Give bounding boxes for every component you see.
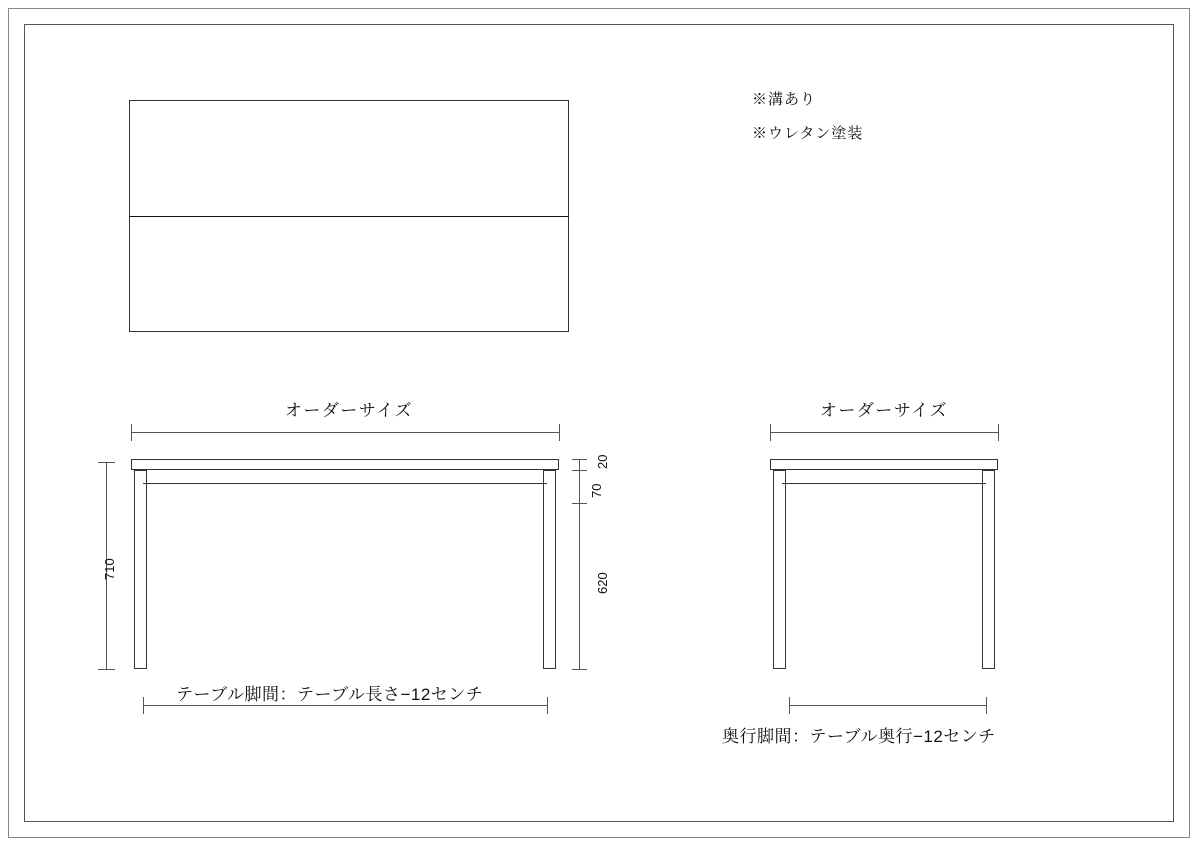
side-right-leg — [982, 470, 995, 669]
front-top-dimension-tick-right — [559, 424, 560, 441]
front-thickness-tick-top — [572, 459, 587, 460]
front-tabletop-board — [131, 459, 559, 470]
side-legspan-tick-left — [789, 697, 790, 714]
front-height-dimension-tick-bottom — [98, 669, 115, 670]
side-left-leg — [773, 470, 786, 669]
front-view-legspan-caption: テーブル脚間：テーブル長さ−12センチ — [176, 685, 484, 704]
front-legspan-tick-right — [547, 697, 548, 714]
front-apron-dimension-line — [579, 470, 580, 503]
front-clearance-dimension-line — [579, 503, 580, 669]
side-tabletop-board — [770, 459, 998, 470]
front-top-dimension-tick-left — [131, 424, 132, 441]
front-legspan-tick-left — [143, 697, 144, 714]
front-apron-line — [143, 483, 547, 484]
side-top-dimension-tick-left — [770, 424, 771, 441]
dimension-leg-clearance-620: 620 — [595, 572, 610, 594]
front-left-leg — [134, 470, 147, 669]
front-clearance-tick-bottom — [572, 669, 587, 670]
front-height-dimension-tick-top — [98, 462, 115, 463]
front-view-order-size-label: オーダーサイズ — [284, 401, 414, 420]
side-top-dimension-line — [770, 432, 998, 433]
side-legspan-tick-right — [986, 697, 987, 714]
front-right-leg — [543, 470, 556, 669]
side-apron-line — [782, 483, 986, 484]
dimension-apron-height-70: 70 — [589, 483, 604, 498]
front-top-dimension-line — [131, 432, 559, 433]
side-legspan-dimension-line — [789, 705, 986, 706]
note-urethane-coating: ※ウレタン塗装 — [752, 125, 864, 142]
front-thickness-dimension-line — [579, 459, 580, 470]
dimension-total-height-710: 710 — [102, 558, 117, 580]
side-top-dimension-tick-right — [998, 424, 999, 441]
front-legspan-dimension-line — [143, 705, 547, 706]
note-groove: ※溝あり — [752, 91, 817, 108]
dimension-top-thickness-20: 20 — [595, 454, 610, 469]
side-view-legspan-caption: 奥行脚間：テーブル奥行−12センチ — [722, 727, 996, 746]
tabletop-groove-line — [129, 216, 569, 217]
side-view-order-size-label: オーダーサイズ — [819, 401, 949, 420]
